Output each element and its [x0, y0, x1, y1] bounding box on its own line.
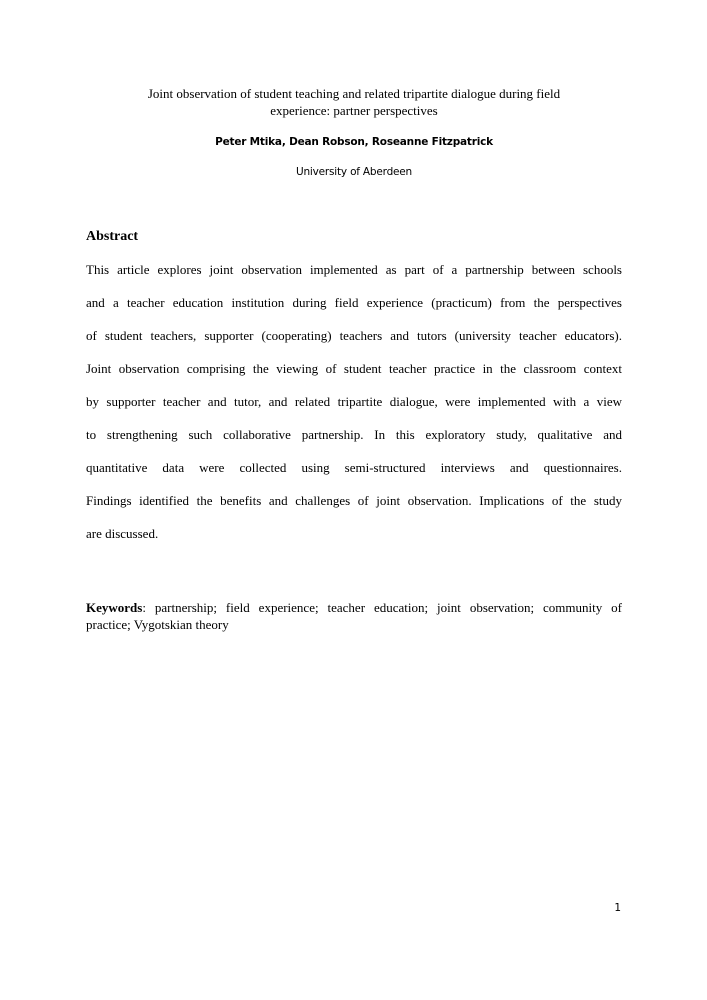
abstract-line: Joint observation comprising the viewing of student teacher practice in the classroom context [86, 361, 622, 376]
abstract-line: This article explores joint observation implemented as part of a partnership between schools [86, 262, 622, 277]
page-number: 1 [614, 902, 621, 914]
abstract-line: to strengthening such collaborative partnership. In this exploratory study, qualitative and [86, 427, 622, 442]
keywords-text-2: practice; Vygotskian theory [86, 617, 229, 632]
keywords-text-1: : partnership; field experience; teacher education; joint observation; community of [142, 600, 622, 615]
author-list: Peter Mtika, Dean Robson, Roseanne Fitzpatrick [215, 136, 493, 148]
title-line-2: experience: partner perspectives [270, 103, 438, 118]
abstract-line: by supporter teacher and tutor, and related tripartite dialogue, were implemented with a view [86, 394, 622, 409]
abstract-body [86, 260, 622, 557]
keywords-section [86, 599, 622, 633]
abstract-line: and a teacher education institution during field experience (practicum) from the perspectives [86, 295, 622, 310]
paper-title [86, 85, 622, 119]
abstract-line: quantitative data were collected using semi-structured interviews and questionnaires. [86, 460, 622, 475]
affiliation: University of Aberdeen [295, 166, 413, 178]
keywords-label: Keywords [86, 600, 143, 615]
title-line-1: Joint observation of student teaching and related tripartite dialogue during field [147, 86, 561, 101]
abstract-line: Findings identified the benefits and challenges of joint observation. Implications of the study [86, 493, 622, 508]
keywords-line-1 [86, 599, 622, 616]
abstract-line: are discussed. [86, 526, 159, 541]
abstract-heading: Abstract [86, 229, 139, 244]
abstract-line: of student teachers, supporter (cooperating) teachers and tutors (university teacher educators). [86, 328, 622, 343]
